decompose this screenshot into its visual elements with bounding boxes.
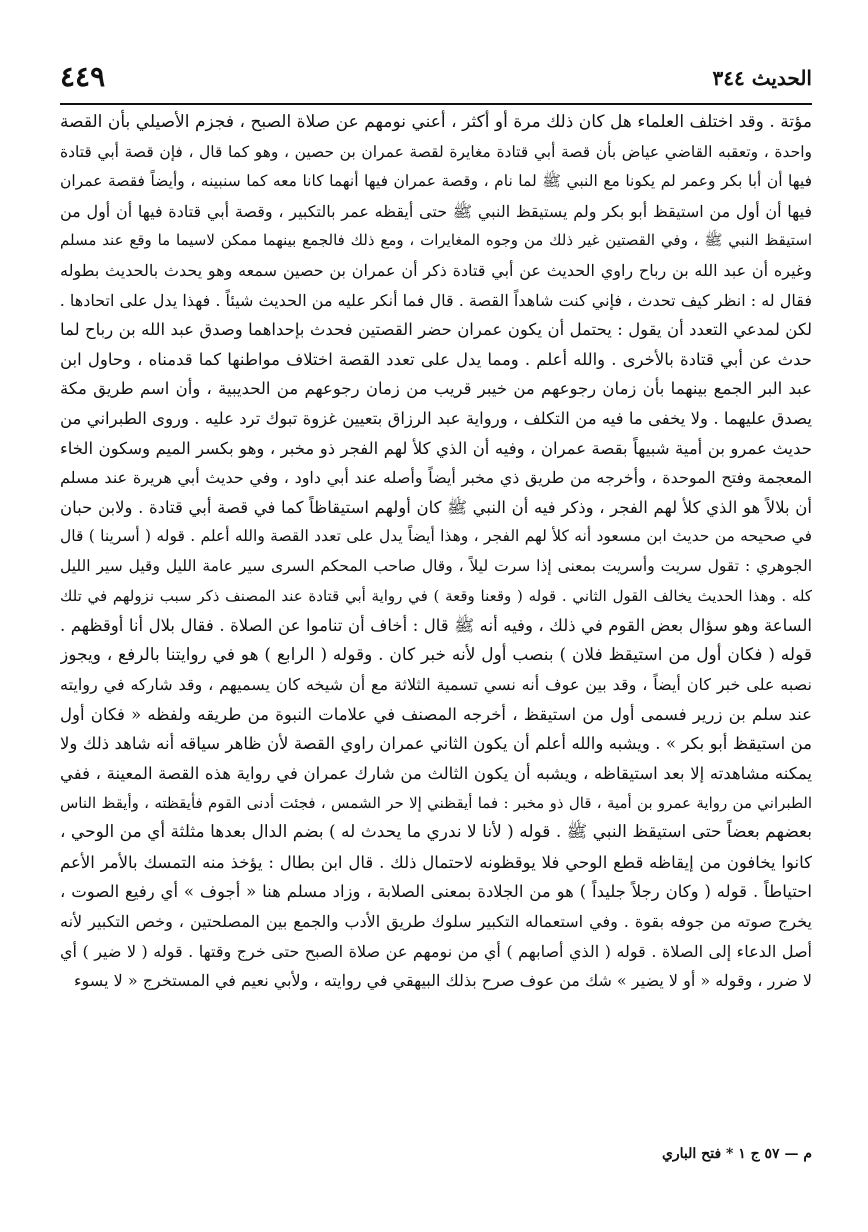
footer-signature: م — ٥٧ ج ١ * فتح الباري xyxy=(661,1146,812,1162)
text-line: واحدة ، وتعقبه القاضي عياض بأن قصة أبي قتادة مغايرة لقصة عمران بن حصين ، وهو كما قال ، فإن قصة أبي قتادة xyxy=(60,142,812,161)
header-rule xyxy=(60,103,812,105)
text-line: فيها أن أول من استيقظ أبو بكر ولم يستيقظ النبي ﷺ حتى أيقظه عمر بالتكبير ، وقصة أبي قتادة فيها أن أول من xyxy=(60,201,812,221)
text-line: احتياطاً . قوله ( وكان رجلاً جليداً ) هو من الجلادة بمعنى الصلابة ، وزاد مسلم هنا « أجوف » أي رفيع الصوت ، xyxy=(60,882,812,902)
text-line: حدث عن أبي قتادة بالأخرى . والله أعلم . ومما يدل على تعدد القصة اختلاف مواطنها كما قدمناه ، وحاول ابن xyxy=(60,349,812,369)
text-line: لا ضرر ، وقوله « أو لا يضير » شك من عوف صرح بذلك البيهقي في روايته ، ولأبي نعيم في المستخرج « لا يسوء xyxy=(74,971,812,991)
text-line: من استيقظ أبو بكر » . ويشبه والله أعلم أن يكون الثاني عمران راوي القصة لأن ظاهر سياقه أنه شاهد ذلك ولا xyxy=(60,734,812,754)
text-line: لكن لمدعي التعدد أن يقول : يحتمل أن يكون عمران حضر القصتين فحدث بإحداهما وصدق عبد الله بن رباح لما xyxy=(60,320,812,340)
text-line: يصدق عليهما . ولا يخفى ما فيه من التكلف ، ورواية عبد الرزاق بتعيين غزوة تبوك ترد عليه . وروى الطبراني من xyxy=(60,408,812,428)
body-text xyxy=(60,108,812,996)
text-line: قوله ( فكان أول من استيقظ فلان ) بنصب أول لأنه خبر كان . وقوله ( الرابع ) هو في روايتنا بالرفع ، ويجوز xyxy=(60,644,812,665)
text-line: في صحيحه من حديث ابن مسعود أنه كلأ لهم الفجر ، وهذا أيضاً يدل على تعدد القصة والله أعلم . قوله ( أسرينا ) قال xyxy=(60,527,812,546)
text-line: يخرج صوته من جوفه بقوة . وفي استعماله التكبير سلوك طريق الأدب والجمع بين المصلحتين ، وخص التكبير لأنه xyxy=(60,912,812,932)
text-line: الساعة وهو سؤال بعض القوم في ذلك ، وفيه أنه ﷺ قال : أخاف أن تناموا عن الصلاة . فقال بلال أنا أوقظهم . xyxy=(60,616,812,636)
text-line: يمكنه مشاهدته إلا بعد استيقاظه ، ويشبه أن يكون الثالث من شارك عمران في رواية هذه القصة المعينة ، ففي xyxy=(60,764,812,784)
text-line: الطبراني من رواية عمرو بن أمية ، قال ذو مخبر : فما أيقظني إلا حر الشمس ، فجئت أدنى القوم فأيقظته ، وأيقظ الناس xyxy=(60,793,812,812)
text-line: استيقظ النبي ﷺ ، وفي القصتين غير ذلك من وجوه المغايرات ، ومع ذلك فالجمع بينهما ممكن لاسيما ما وقع عند مسلم xyxy=(60,231,812,250)
text-line: أصل الدعاء إلى الصلاة . قوله ( الذي أصابهم ) أي من نومهم عن صلاة الصبح حتى خرج وقتها . قوله ( لا ضير ) أي xyxy=(60,941,812,961)
text-line: فيها أن أبا بكر وعمر لم يكونا مع النبي ﷺ لما نام ، وقصة عمران فيها أنهما كانا معه كما سنبينه ، وأيضاً فقصة عمران xyxy=(60,172,812,191)
text-line: المعجمة وفتح الموحدة ، وأخرجه من طريق ذي مخبر أيضاً وأصله عند أبي داود ، وفي حديث أبي هريرة عند مسلم xyxy=(60,468,812,488)
page-number: ٤٤٩ xyxy=(60,60,106,93)
text-line: عند سلم بن زرير فسمى أول من استيقظ ، أخرجه المصنف في علامات النبوة من طريقه ولفظه « فكان أول xyxy=(60,704,812,724)
page-footer xyxy=(60,1146,812,1172)
text-line: وغيره أن عبد الله بن رباح راوي الحديث عن أبي قتادة ذكر أن عمران بن حصين سمعه وهو يحدث بالحديث بطوله xyxy=(60,260,812,280)
text-line: عبد البر الجمع بينهما بأن زمان رجوعهم من خيبر قريب من زمان رجوعهم من الحديبية ، وأن اسم طريق مكة xyxy=(60,379,812,399)
text-line: الجوهري : تقول سريت وأسريت بمعنى إذا سرت ليلاً ، وقال صاحب المحكم السرى سير عامة الليل وقيل سير الليل xyxy=(60,556,812,575)
text-line: نصبه على خبر كان أيضاً ، وقد بين عوف أنه نسي تسمية الثلاثة مع أن شيخه كان يسميهم ، وقد شاركه في روايته xyxy=(60,675,812,695)
running-title: الحديث ٣٤٤ xyxy=(712,66,812,90)
text-line: كله . وهذا الحديث يخالف القول الثاني . قوله ( وقعنا وقعة ) في رواية أبي قتادة عند المصنف ذكر سبب نزولهم في تلك xyxy=(60,586,812,605)
text-line: فقال له : انظر كيف تحدث ، فإني كنت شاهداً القصة . قال فما أنكر عليه من الحديث شيئاً . فهذا يدل على اتحادها . xyxy=(60,290,812,310)
text-line: مؤتة . وقد اختلف العلماء هل كان ذلك مرة أو أكثر ، أعني نومهم عن صلاة الصبح ، فجزم الأصيلي بأن القصة xyxy=(60,112,812,132)
text-line: بعضهم بعضاً حتى استيقظ النبي ﷺ . قوله ( لأنا لا ندري ما يحدث له ) بضم الدال بعدها مثلثة أي من الوحي ، xyxy=(60,822,812,843)
page-header xyxy=(60,58,812,102)
text-line: حديث عمرو بن أمية شبيهاً بقصة عمران ، وفيه أن الذي كلأ لهم الفجر ذو مخبر ، وهو بكسر الميم وسكون الخاء xyxy=(60,438,812,458)
text-line: كانوا يخافون من إيقاظه قطع الوحي فلا يوقظونه لاحتمال ذلك . قال ابن بطال : يؤخذ منه التمسك بالأمر الأعم xyxy=(60,852,812,872)
text-line: أن بلالاً هو الذي كلأ لهم الفجر ، وذكر فيه أن النبي ﷺ كان أولهم استيقاظاً كما في قصة أبي قتادة . ولابن حبان xyxy=(60,497,812,517)
